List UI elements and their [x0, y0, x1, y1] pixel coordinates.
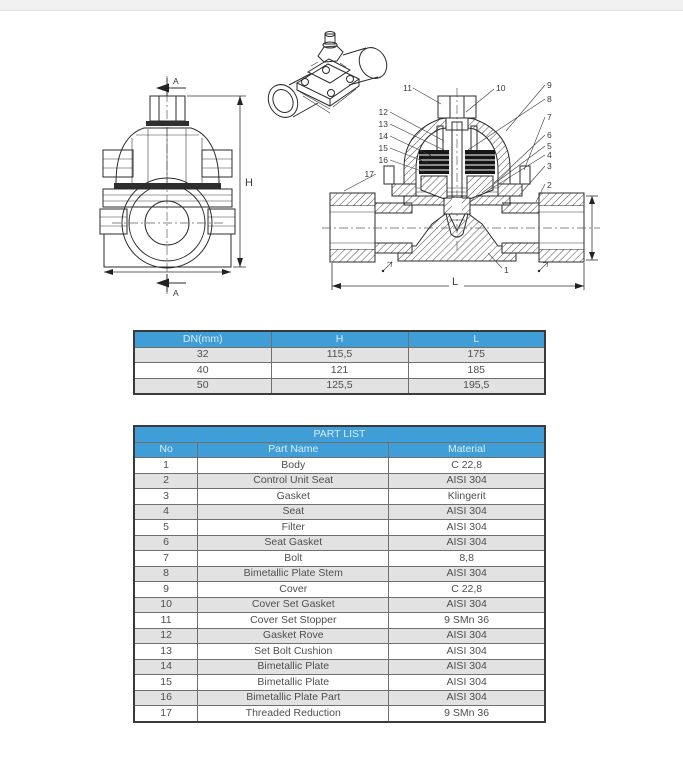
part-material: C 22,8 — [389, 458, 545, 474]
callout-label: 3 — [547, 161, 552, 171]
part-no: 6 — [134, 535, 198, 551]
table-row — [134, 597, 545, 613]
part-no: 5 — [134, 520, 198, 536]
part-name: Bimetallic Plate Stem — [198, 566, 389, 582]
part-name: Set Bolt Cushion — [198, 644, 389, 660]
section-label-bottom: A — [173, 288, 179, 298]
part-name: Bimetallic Plate — [198, 675, 389, 691]
part-name: Cover Set Stopper — [198, 613, 389, 629]
table-row — [134, 504, 545, 520]
callout-label: 17 — [364, 169, 374, 179]
part-material: AISI 304 — [389, 628, 545, 644]
part-name: Gasket — [198, 489, 389, 505]
part-material: 9 SMn 36 — [389, 706, 545, 722]
part-name: Control Unit Seat — [198, 473, 389, 489]
part-material: AISI 304 — [389, 675, 545, 691]
part-no: 3 — [134, 489, 198, 505]
table-row — [134, 347, 545, 363]
callout-label: 8 — [547, 94, 552, 104]
part-material: AISI 304 — [389, 566, 545, 582]
part-col-header: Material — [389, 442, 545, 458]
part-list-title: PART LIST — [134, 426, 545, 442]
front-view-drawing — [100, 76, 253, 298]
callout-label: 11 — [403, 83, 412, 93]
technical-drawing — [0, 0, 683, 325]
callout-label: 12 — [378, 107, 388, 117]
table-row — [134, 690, 545, 706]
part-name: Seat — [198, 504, 389, 520]
table-row — [134, 566, 545, 582]
dim-col-header: L — [408, 331, 545, 347]
callout-label: 10 — [496, 83, 506, 93]
table-row — [134, 473, 545, 489]
dim-cell: 195,5 — [408, 378, 545, 394]
part-name: Filter — [198, 520, 389, 536]
part-col-header: Part Name — [198, 442, 389, 458]
callout-label: 1 — [504, 265, 509, 275]
part-list-table — [133, 425, 546, 723]
part-name: Threaded Reduction — [198, 706, 389, 722]
part-name: Cover — [198, 582, 389, 598]
part-name: Gasket Rove — [198, 628, 389, 644]
dim-col-header: DN(mm) — [134, 331, 271, 347]
part-list-container — [133, 425, 546, 723]
callout-label: 2 — [547, 180, 552, 190]
part-no: 1 — [134, 458, 198, 474]
part-no: 16 — [134, 690, 198, 706]
table-row — [134, 706, 545, 722]
dim-col-header: H — [271, 331, 408, 347]
dim-cell: 40 — [134, 363, 271, 379]
dim-cell: 50 — [134, 378, 271, 394]
part-no: 15 — [134, 675, 198, 691]
table-row — [134, 582, 545, 598]
table-row — [134, 520, 545, 536]
callout-label: 16 — [378, 155, 388, 165]
table-row — [134, 551, 545, 567]
callout-label: 9 — [547, 80, 552, 90]
part-name: Bolt — [198, 551, 389, 567]
table-row — [134, 675, 545, 691]
part-name: Body — [198, 458, 389, 474]
callout-label: 15 — [378, 143, 388, 153]
part-no: 2 — [134, 473, 198, 489]
part-material: AISI 304 — [389, 597, 545, 613]
table-row — [134, 613, 545, 629]
height-dimension-label: H — [245, 177, 253, 189]
part-no: 14 — [134, 659, 198, 675]
part-no: 17 — [134, 706, 198, 722]
table-row — [134, 644, 545, 660]
part-no: 8 — [134, 566, 198, 582]
dim-cell: 185 — [408, 363, 545, 379]
table-row — [134, 659, 545, 675]
part-no: 4 — [134, 504, 198, 520]
part-col-header: No — [134, 442, 198, 458]
callout-label: 5 — [547, 141, 552, 151]
section-view-drawing — [322, 80, 600, 290]
part-material: AISI 304 — [389, 644, 545, 660]
table-row — [134, 458, 545, 474]
part-material: 9 SMn 36 — [389, 613, 545, 629]
part-no: 13 — [134, 644, 198, 660]
part-name: Bimetallic Plate — [198, 659, 389, 675]
part-no: 11 — [134, 613, 198, 629]
length-dimension-label: L — [452, 276, 459, 288]
dim-cell: 121 — [271, 363, 408, 379]
part-material: AISI 304 — [389, 690, 545, 706]
part-name: Bimetallic Plate Part — [198, 690, 389, 706]
table-row — [134, 535, 545, 551]
part-material: AISI 304 — [389, 659, 545, 675]
table-row — [134, 628, 545, 644]
part-no: 9 — [134, 582, 198, 598]
part-name: Cover Set Gasket — [198, 597, 389, 613]
dim-cell: 32 — [134, 347, 271, 363]
table-row — [134, 489, 545, 505]
dim-cell: 175 — [408, 347, 545, 363]
part-no: 7 — [134, 551, 198, 567]
isometric-view-drawing — [263, 32, 392, 123]
part-material: AISI 304 — [389, 473, 545, 489]
table-row — [134, 378, 545, 394]
callout-label: 14 — [378, 131, 388, 141]
callout-label: 13 — [378, 119, 388, 129]
dim-cell: 125,5 — [271, 378, 408, 394]
part-material: AISI 304 — [389, 504, 545, 520]
part-material: Klingerit — [389, 489, 545, 505]
callout-label: 7 — [547, 112, 552, 122]
dimension-table — [133, 330, 546, 395]
callout-label: 6 — [547, 130, 552, 140]
part-name: Seat Gasket — [198, 535, 389, 551]
table-row — [134, 363, 545, 379]
dimension-table-container — [133, 330, 546, 395]
part-material: C 22,8 — [389, 582, 545, 598]
part-no: 12 — [134, 628, 198, 644]
part-material: AISI 304 — [389, 535, 545, 551]
dim-cell: 115,5 — [271, 347, 408, 363]
part-material: 8,8 — [389, 551, 545, 567]
part-material: AISI 304 — [389, 520, 545, 536]
callout-label: 4 — [547, 150, 552, 160]
part-no: 10 — [134, 597, 198, 613]
section-label-top: A — [173, 76, 179, 86]
